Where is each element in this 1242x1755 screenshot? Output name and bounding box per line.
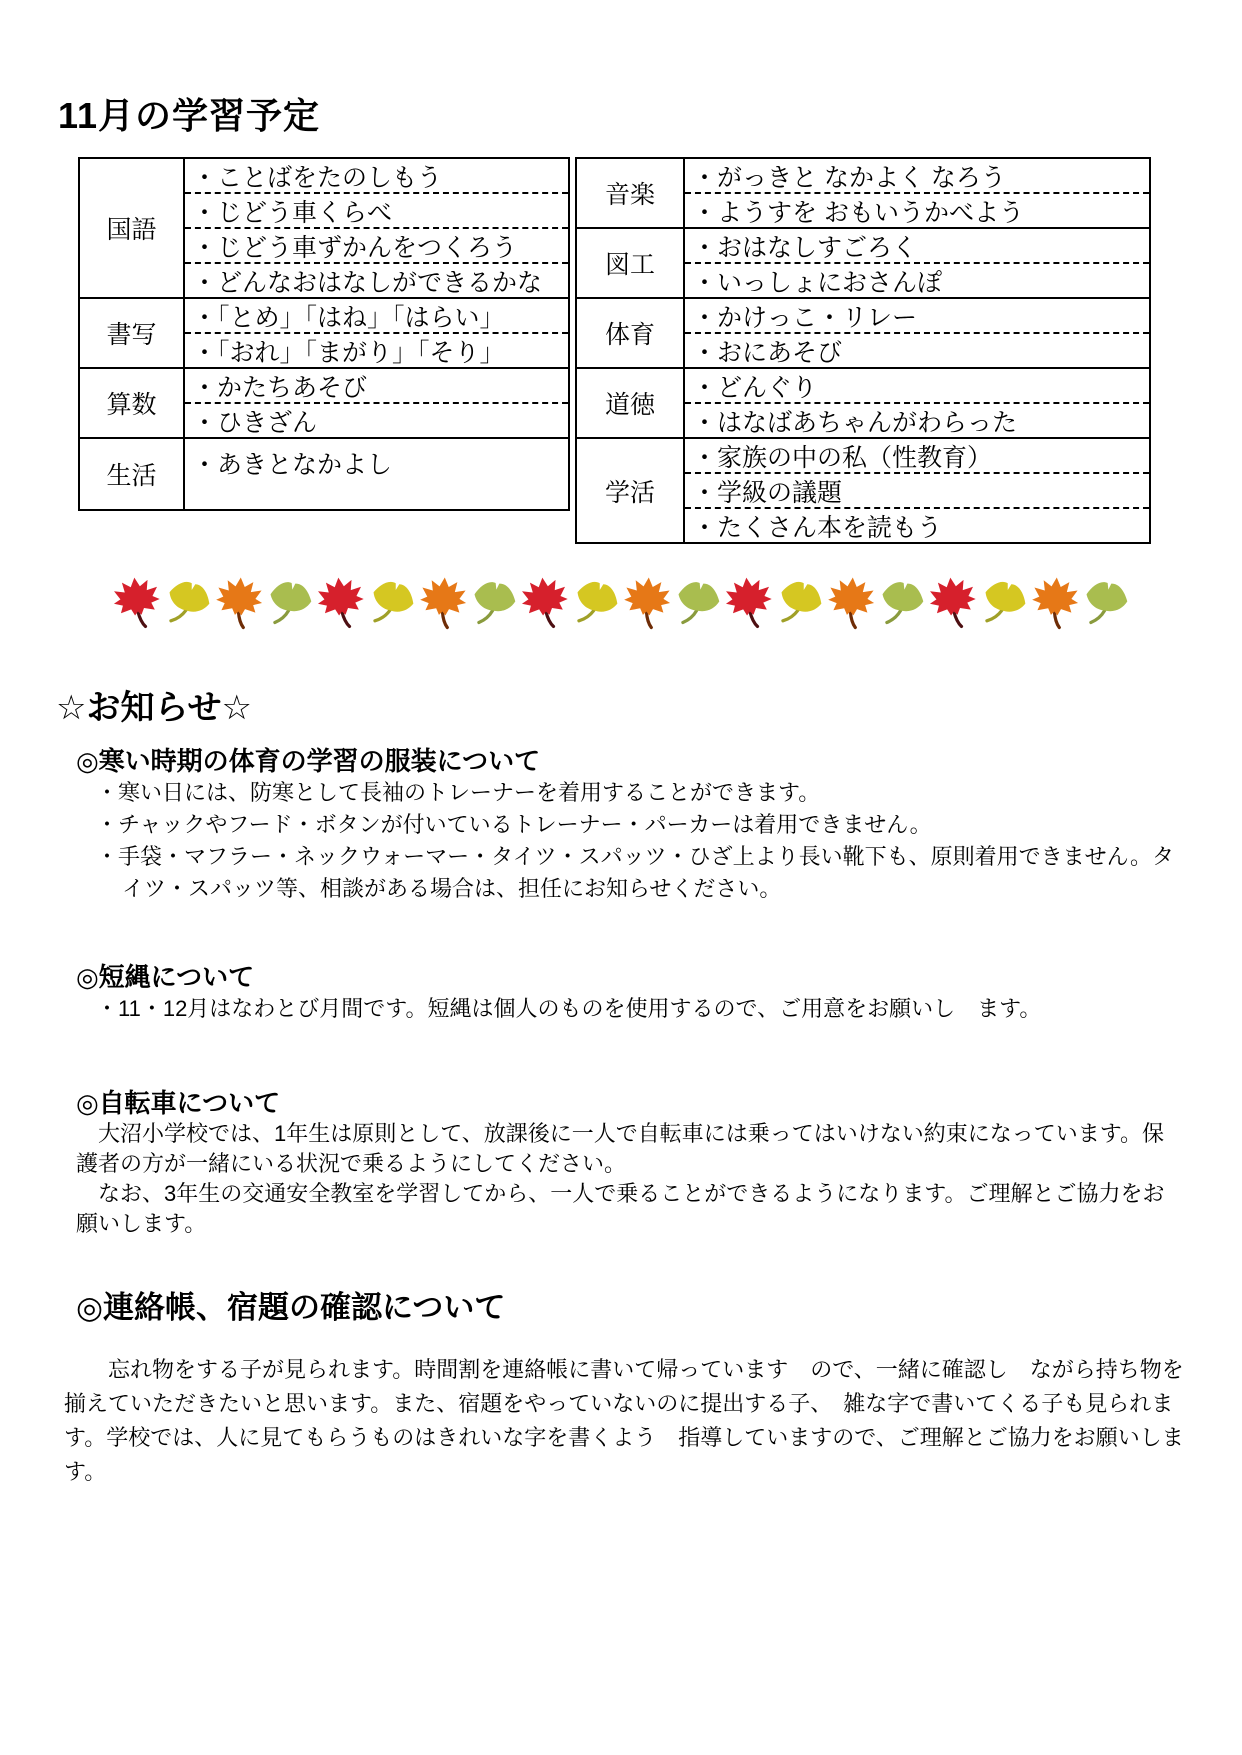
announcements — [64, 745, 1184, 1489]
item-cell: ・かたちあそび — [185, 369, 568, 404]
table-row — [576, 368, 1150, 438]
item-cell: ・家族の中の私（性教育） — [685, 439, 1149, 474]
yellow-ginkgo-leaf-icon — [777, 574, 823, 632]
announcement-paragraph: なお、3年生の交通安全教室を学習してから、一人で乗ることができるようになります。ご理解とご協力をお願いします。 — [76, 1181, 1165, 1236]
orange-maple-leaf-icon — [216, 574, 262, 632]
subject-cell: 算数 — [79, 368, 184, 438]
announcement-bullet: ・チャックやフード・ボタンが付いているトレーナー・パーカーは着用できません。 — [96, 812, 932, 837]
announcement-heading: ◎連絡帳、宿題の確認について — [76, 1290, 506, 1325]
orange-maple-leaf-icon — [1032, 574, 1078, 632]
subject-items-cell — [184, 298, 569, 368]
schedule-table-left — [78, 157, 570, 511]
announcement-paragraph: 忘れ物をする子が見られます。時間割を連絡帳に書いて帰っています ので、一緒に確認し ながら持ち物を揃えていただきたいと思います。また、宿題をやっていないのに提出する子、 雑な字で書いてくる子も見られます。学校では、人に見てもらうものはきれいな字を書くよう 指導していますので、ご理解とご協力をお願いします。 — [64, 1357, 1184, 1484]
table-row — [79, 158, 569, 298]
orange-maple-leaf-icon — [624, 574, 670, 632]
green-ginkgo-leaf-icon — [471, 574, 517, 632]
subject-items-cell — [184, 368, 569, 438]
subject-cell: 図工 — [576, 228, 684, 298]
green-ginkgo-leaf-icon — [267, 574, 313, 632]
item-cell: ・ことばをたのしもう — [185, 159, 568, 194]
autumn-leaf-divider — [114, 574, 1184, 634]
announcement-section — [76, 1087, 1184, 1239]
table-row — [576, 228, 1150, 298]
subject-cell: 音楽 — [576, 158, 684, 228]
subject-items-cell — [684, 438, 1150, 543]
item-cell: ・「おれ」「まがり」「そり」 — [192, 338, 505, 367]
yellow-ginkgo-leaf-icon — [981, 574, 1027, 632]
red-maple-leaf-icon — [318, 574, 364, 632]
green-ginkgo-leaf-icon — [1083, 574, 1129, 632]
table-row — [576, 158, 1150, 228]
announcement-section — [76, 745, 1184, 905]
table-row — [576, 438, 1150, 543]
item-cell: ・じどう車ずかんをつくろう — [185, 229, 568, 264]
announcement-section — [64, 1289, 1184, 1489]
item-cell: ・たくさん本を読もう — [692, 513, 943, 542]
red-maple-leaf-icon — [726, 574, 772, 632]
item-cell: ・じどう車くらべ — [185, 194, 568, 229]
subject-items-cell — [684, 298, 1150, 368]
subject-cell: 体育 — [576, 298, 684, 368]
yellow-ginkgo-leaf-icon — [369, 574, 415, 632]
red-maple-leaf-icon — [114, 574, 160, 632]
item-cell: ・おはなしすごろく — [685, 229, 1149, 264]
subject-cell: 道徳 — [576, 368, 684, 438]
announcement-section — [76, 961, 1184, 1025]
item-cell: ・かけっこ・リレー — [685, 299, 1149, 334]
green-ginkgo-leaf-icon — [675, 574, 721, 632]
subject-cell: 国語 — [79, 158, 184, 298]
red-maple-leaf-icon — [930, 574, 976, 632]
subject-cell: 生活 — [79, 438, 184, 510]
subject-items-cell — [684, 158, 1150, 228]
announcement-heading: ◎寒い時期の体育の学習の服装について — [76, 746, 541, 776]
schedule-tables — [78, 157, 1184, 544]
item-cell: ・おにあそび — [692, 338, 843, 367]
subject-cell: 学活 — [576, 438, 684, 543]
subject-cell: 書写 — [79, 298, 184, 368]
announcement-bullet: ・手袋・マフラー・ネックウォーマー・タイツ・スパッツ・ひざ上より長い靴下も、原則着用できません。タイツ・スパッツ等、相談がある場合は、担任にお知らせください。 — [96, 844, 1175, 901]
item-cell: ・がっきと なかよく なろう — [685, 159, 1149, 194]
announcement-paragraph: 大沼小学校では、1年生は原則として、放課後に一人で自転車には乗ってはいけない約束になっています。保護者の方が一緒にいる状況で乗るようにしてください。 — [76, 1121, 1165, 1176]
notice-title: ☆お知らせ☆ — [56, 689, 252, 727]
item-cell: ・どんぐり — [685, 369, 1149, 404]
item-cell: ・はなばあちゃんがわらった — [692, 408, 1018, 437]
item-cell: ・「とめ」「はね」「はらい」 — [185, 299, 568, 334]
table-row — [79, 438, 569, 510]
page-title: 11月の学習予定 — [58, 95, 321, 136]
table-row — [79, 298, 569, 368]
subject-items-cell — [684, 228, 1150, 298]
orange-maple-leaf-icon — [828, 574, 874, 632]
green-ginkgo-leaf-icon — [879, 574, 925, 632]
schedule-table-right — [575, 157, 1151, 544]
red-maple-leaf-icon — [522, 574, 568, 632]
announcement-heading: ◎自転車について — [76, 1088, 281, 1118]
item-cell: ・ようすを おもいうかべよう — [692, 198, 1024, 227]
orange-maple-leaf-icon — [420, 574, 466, 632]
yellow-ginkgo-leaf-icon — [573, 574, 619, 632]
announcement-heading: ◎短縄について — [76, 962, 255, 992]
yellow-ginkgo-leaf-icon — [165, 574, 211, 632]
announcement-bullet: ・寒い日には、防寒として長袖のトレーナーを着用することができます。 — [96, 780, 821, 805]
subject-items-cell — [184, 438, 569, 510]
item-cell: ・どんなおはなしができるかな — [192, 268, 543, 297]
item-cell: ・学級の議題 — [685, 474, 1149, 509]
table-row — [79, 368, 569, 438]
subject-items-cell — [684, 368, 1150, 438]
item-cell: ・あきとなかよし — [192, 451, 393, 479]
subject-items-cell — [184, 158, 569, 298]
table-row — [576, 298, 1150, 368]
item-cell: ・いっしょにおさんぽ — [692, 268, 943, 297]
announcement-bullet: ・11・12月はなわとび月間です。短縄は個人のものを使用するので、ご用意をお願いし ます。 — [96, 996, 1042, 1021]
item-cell: ・ひきざん — [192, 408, 318, 437]
